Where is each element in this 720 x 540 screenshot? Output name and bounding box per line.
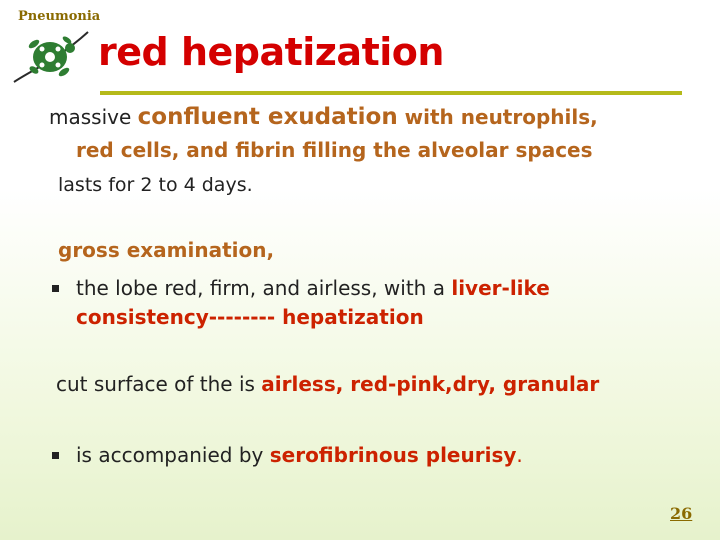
line-lobe-description (76, 276, 550, 300)
text-accompanied: is accompanied by (76, 443, 270, 467)
line-pleurisy (76, 443, 523, 467)
line-massive-exudation (49, 104, 598, 130)
line-gross-examination: gross examination, (58, 238, 275, 262)
square-bullet-icon (52, 285, 59, 292)
text-with-neutrophils: with neutrophils, (397, 105, 598, 129)
title-underline-rule (100, 91, 682, 95)
text-serofibrinous-pleurisy: serofibrinous pleurisy (269, 443, 517, 467)
text-massive: massive (49, 105, 138, 129)
line-consistency-hepatization: consistency-------- hepatization (76, 305, 424, 329)
text-lobe: the lobe red, firm, and airless, with a (76, 276, 452, 300)
text-confluent-exudation: confluent exudation (137, 104, 398, 130)
slide-title: red hepatization (98, 30, 444, 74)
page-number: 26 (670, 504, 693, 523)
turtle-logo-icon (12, 30, 90, 88)
text-airless-granular: airless, red-pink,dry, granular (261, 372, 600, 396)
header-label: Pneumonia (18, 9, 101, 24)
line-cut-surface (56, 372, 599, 396)
square-bullet-icon (52, 452, 59, 459)
line-duration: lasts for 2 to 4 days. (58, 174, 253, 196)
text-liver-like: liver-like (451, 276, 550, 300)
line-red-cells-fibrin: red cells, and fibrin filling the alveolar spaces (76, 138, 593, 162)
text-period: . (516, 443, 523, 467)
text-cut-surface: cut surface of the is (56, 372, 262, 396)
